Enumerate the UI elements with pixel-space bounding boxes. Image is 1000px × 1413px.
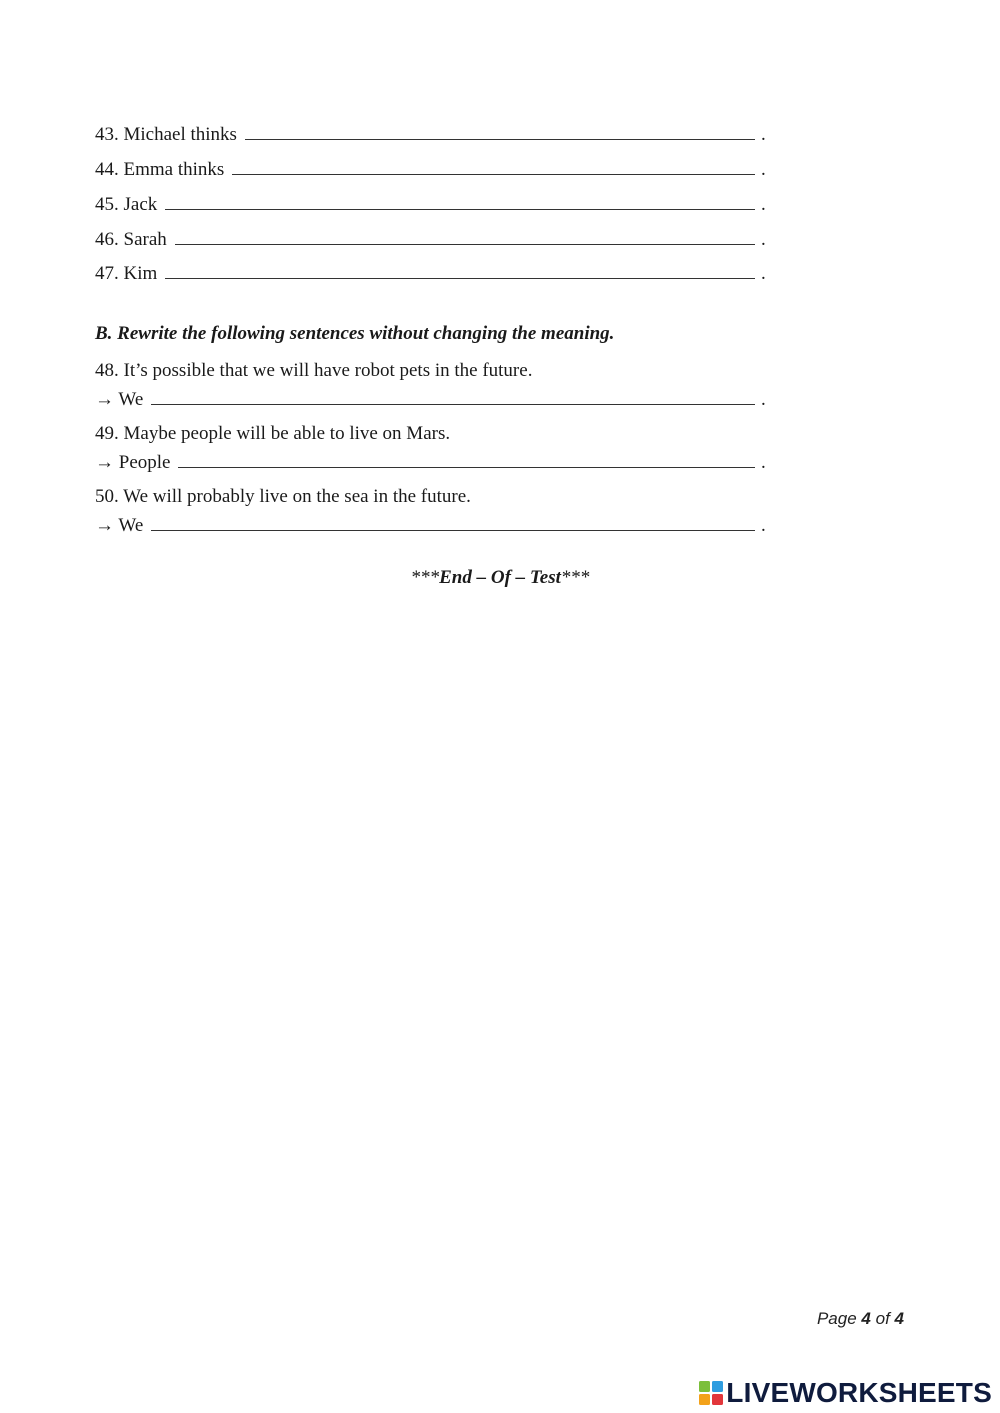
prompt-50: 50. We will probably live on the sea in the future.: [95, 486, 471, 507]
question-44: [95, 157, 767, 182]
period: .: [761, 389, 766, 410]
answer-blank-49[interactable]: [178, 450, 755, 468]
period: .: [761, 194, 766, 215]
answer-blank-48[interactable]: [151, 387, 755, 405]
period: .: [761, 229, 766, 250]
rewrite-49-lead: → People: [95, 452, 171, 473]
period: .: [761, 452, 766, 473]
prompt-49: 49. Maybe people will be able to live on Mars.: [95, 423, 451, 444]
liveworksheets-brand: [698, 1376, 992, 1410]
question-44-label: 44. Emma thinks: [95, 159, 225, 180]
period: .: [761, 263, 766, 284]
question-43: [95, 122, 767, 147]
answer-blank-45[interactable]: [165, 192, 755, 210]
answer-blank-47[interactable]: [165, 261, 755, 279]
rewrite-48-lead: → We: [95, 389, 144, 410]
prompt-48: 48. It’s possible that we will have robot pets in the future.: [95, 360, 533, 381]
question-47: [95, 261, 767, 286]
question-43-label: 43. Michael thinks: [95, 124, 237, 145]
question-46: [95, 227, 767, 252]
section-b-title: B. Rewrite the following sentences without changing the meaning.: [95, 323, 615, 344]
period: .: [761, 159, 766, 180]
rewrite-50-lead: → We: [95, 515, 144, 536]
brand-name: LIVEWORKSHEETS: [726, 1377, 992, 1408]
liveworksheets-logo-icon: [698, 1380, 724, 1406]
answer-blank-50[interactable]: [151, 513, 755, 531]
answer-blank-44[interactable]: [232, 157, 755, 175]
question-47-label: 47. Kim: [95, 263, 158, 284]
period: .: [761, 124, 766, 145]
question-45-label: 45. Jack: [95, 194, 158, 215]
rewrite-48: [95, 387, 767, 412]
answer-blank-43[interactable]: [245, 122, 755, 140]
end-of-test: ***End – Of – Test***: [410, 567, 590, 588]
question-46-label: 46. Sarah: [95, 229, 167, 250]
rewrite-50: [95, 513, 767, 538]
answer-blank-46[interactable]: [175, 227, 755, 245]
rewrite-49: [95, 450, 767, 475]
question-45: [95, 192, 767, 217]
page-number: Page 4 of 4: [816, 1309, 904, 1328]
period: .: [761, 515, 766, 536]
